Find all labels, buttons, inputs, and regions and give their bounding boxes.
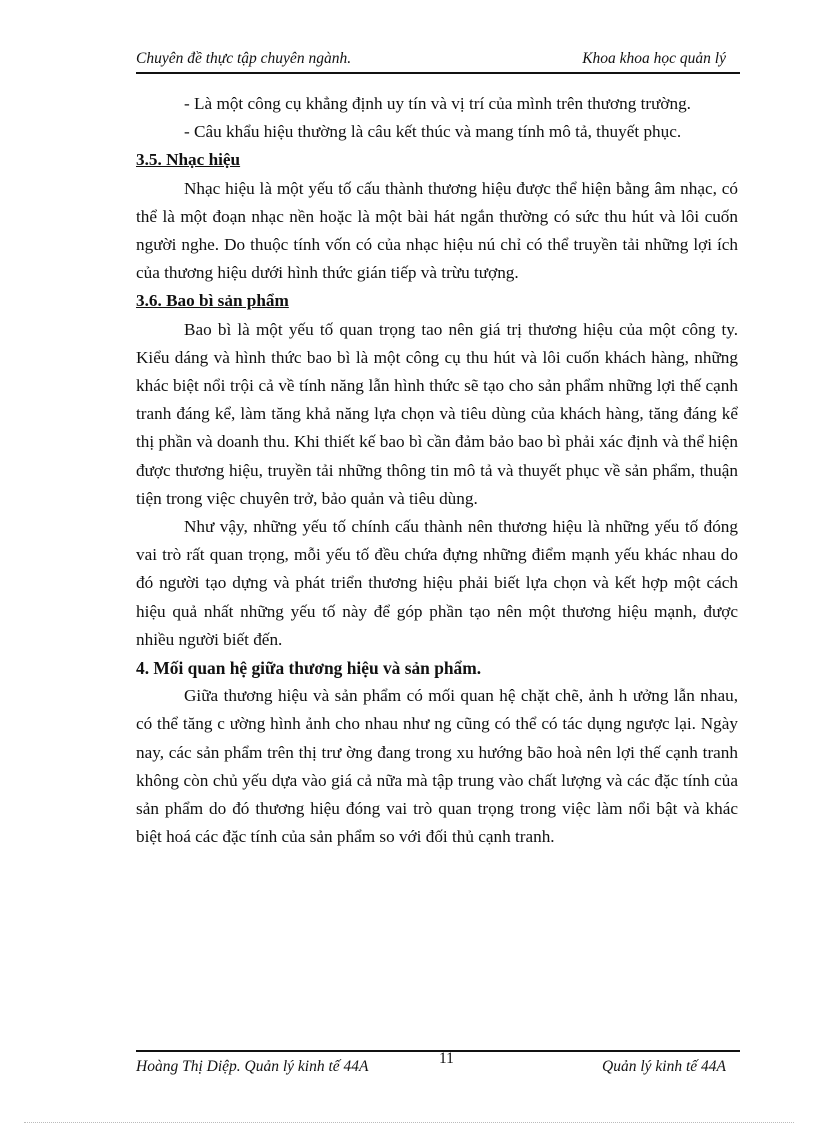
page-footer [136,1050,740,1082]
page-number: 11 [439,1050,454,1067]
section-heading-3-5 [136,146,738,174]
footer-right-text: Quản lý kinh tế 44A [602,1058,726,1075]
section-heading-3-6 [136,287,738,315]
header-right-text: Khoa khoa học quản lý [582,50,726,67]
section-heading-3-5-text: 3.5. Nhạc hiệu [136,150,241,170]
section-heading-3-6-text: 3.6. Bao bì sản phẩm [136,291,289,311]
paragraph-4: Bao bì là một yếu tố quan trọng tao nên giá trị thương hiệu của một công ty. Kiểu dáng và hình thức bao bì là một công cụ thu hút và lôi cuốn khách hàng, những khác biệt nổi trội cả về tính năng lẫn hình thức sẽ tạo cho sản phẩm những lợi thế cạnh tranh đáng kể, làm tăng khả năng lựa chọn và tiêu dùng của khách hàng, tăng đáng kể thị phần và doanh thu. Khi thiết kế bao bì cần đảm bảo bao bì phải xác định và thể hiện được thương hiệu, truyền tải những thông tin mô tả và thuyết phục về sản phẩm, thuận tiện trong việc chuyên trở, bảo quản và tiêu dùng. [136,319,738,508]
page-body [136,90,738,851]
header-left-text: Chuyên đề thực tập chuyên ngành. [136,50,352,67]
paragraph-5: Như vậy, những yếu tố chính cấu thành nên thương hiệu là những yếu tố đóng vai trò rất quan trọng, mỗi yếu tố đều chứa đựng những điểm mạnh yếu khác nhau do đó người tạo dựng và phát triển thương hiệu phải biết lựa chọn và kết hợp một cách hiệu quả nhất những yếu tố này để góp phần tạo nên một thương hiệu mạnh, được nhiều người biết đến. [136,517,738,649]
paragraph-3: Nhạc hiệu là một yếu tố cấu thành thương hiệu được thể hiện bằng âm nhạc, có thể là một đoạn nhạc nền hoặc là một bài hát ngắn thường có sức thu hút và lôi cuốn người nghe. Do thuộc tính vốn có của nhạc hiệu nú chỉ có thể truyền tải những lợi ích của thương hiệu dưới hình thức gián tiếp và trừu tượng. [136,178,738,283]
paragraph-6: Giữa thương hiệu và sản phẩm có mối quan hệ chặt chẽ, ảnh h ưởng lẫn nhau, có thể tăng c ường hình ảnh cho nhau như ng cũng có thể có tác dụng ngược lại. Ngày nay, các sản phẩm trên thị trư ờng đang trong xu hướng bão hoà nên lợi thế cạnh tranh không còn chủ yếu dựa vào giá cả nữa mà tập trung vào chất lượng và các đặc tính của sản phẩm do đó thương hiệu đóng vai trò quan trọng trong việc làm nổi bật và khác biệt hoá các đặc tính của sản phẩm so với đối thủ cạnh tranh. [136,686,738,847]
paragraph-1: - Là một công cụ khẳng định uy tín và vị trí của mình trên thương trường. [184,94,691,113]
paragraph-2: - Câu khẩu hiệu thường là câu kết thúc và mang tính mô tả, thuyết phục. [184,122,682,142]
page-header [136,46,740,74]
section-heading-4: 4. Mối quan hệ giữa thương hiệu và sản phẩm. [136,658,482,679]
footer-left-text: Hoàng Thị Diệp. Quản lý kinh tế 44A [136,1058,369,1075]
